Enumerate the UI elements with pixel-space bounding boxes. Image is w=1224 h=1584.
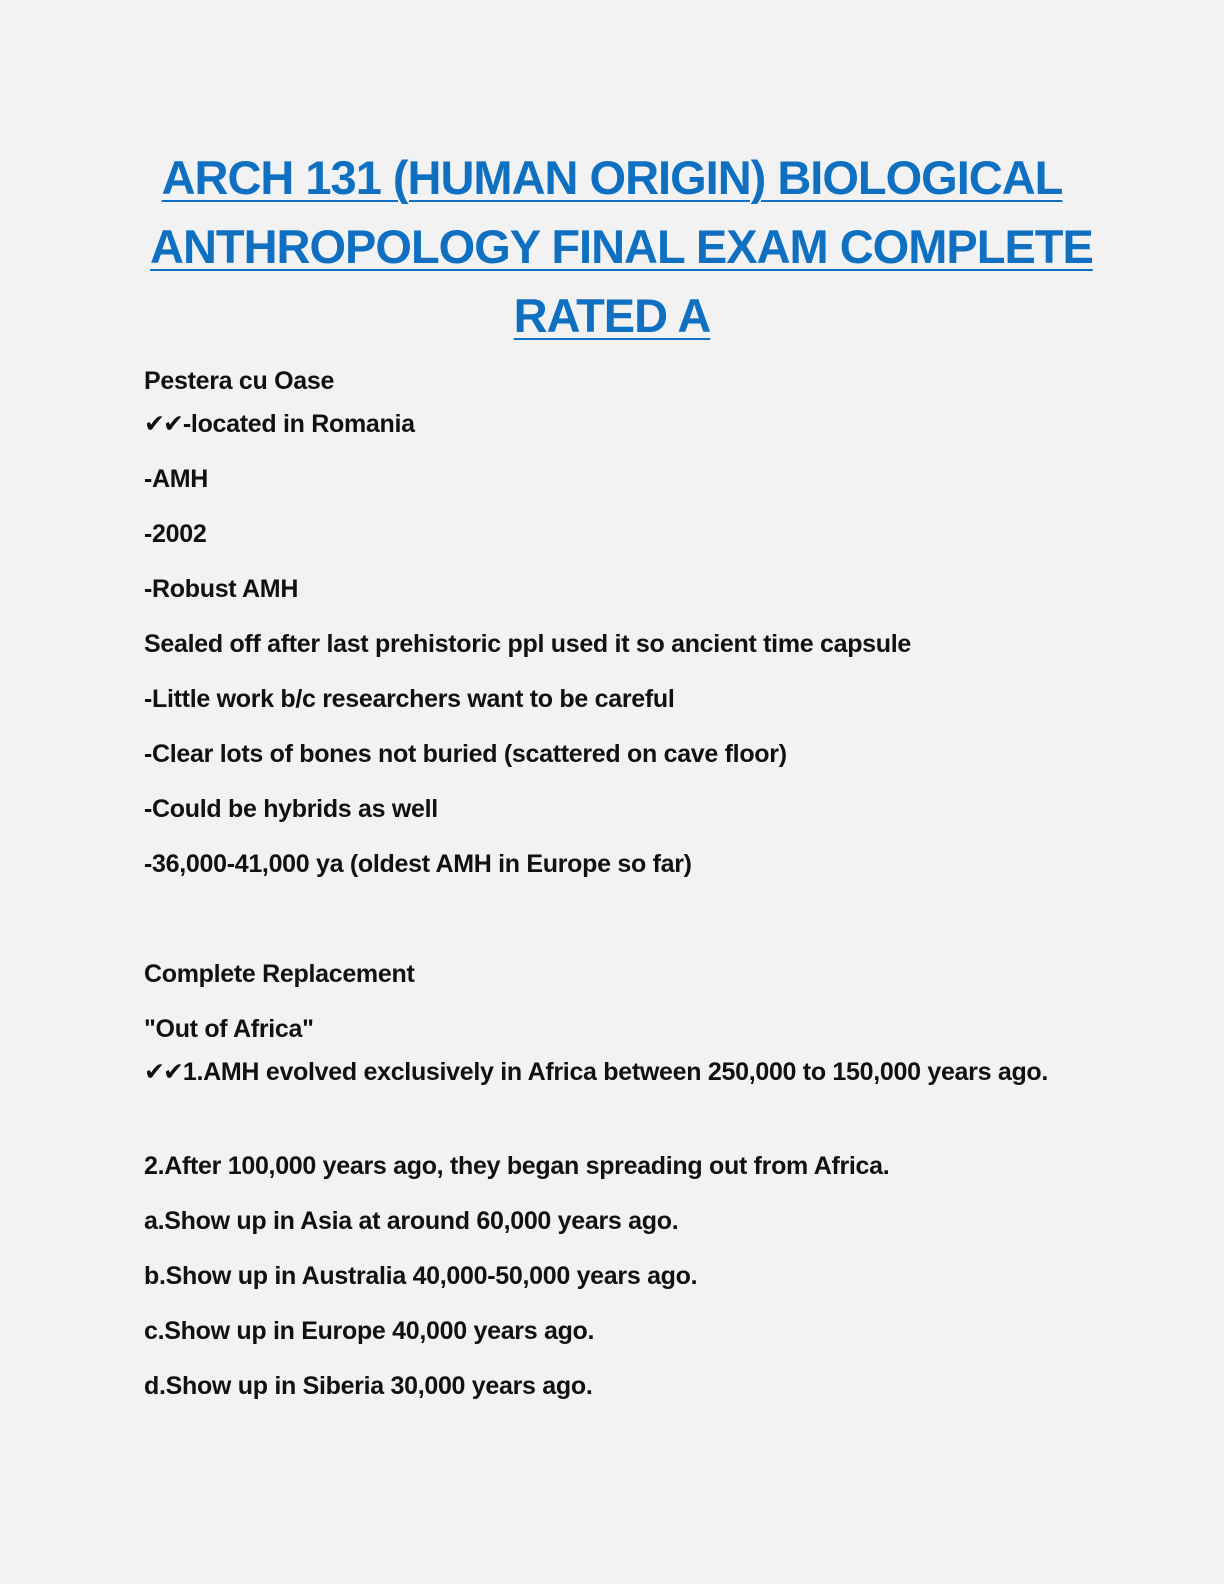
list-item: d.Show up in Siberia 30,000 years ago. [144,1372,593,1400]
list-item: b.Show up in Australia 40,000-50,000 years ago. [144,1262,698,1290]
list-item: -Could be hybrids as well [144,795,438,823]
list-item: -Clear lots of bones not buried (scattered on cave floor) [144,740,787,768]
list-item: Sealed off after last prehistoric ppl used it so ancient time capsule [144,630,912,658]
title-line-3: RATED A [513,289,711,342]
list-item: -2002 [144,520,207,548]
definition-text: 1.AMH evolved exclusively in Africa between 250,000 to 150,000 years ago. [182,1058,1049,1086]
list-item: -Robust AMH [144,575,299,603]
list-item: -Little work b/c researchers want to be careful [144,685,675,713]
definition-first-line [144,405,415,443]
definition-text: -located in Romania [182,410,415,438]
list-item: c.Show up in Europe 40,000 years ago. [144,1317,595,1345]
term-complete-replacement: Complete Replacement [144,960,415,988]
document-title [150,143,1093,350]
double-check-icon: ✔✔ [144,409,182,438]
title-line-1: ARCH 131 (HUMAN ORIGIN) BIOLOGICAL [161,151,1063,204]
double-check-icon: ✔✔ [144,1057,182,1086]
title-line-2: ANTHROPOLOGY FINAL EXAM COMPLETE [150,220,1093,273]
term-pestera-cu-oase: Pestera cu Oase [144,367,335,395]
list-item: 2.After 100,000 years ago, they began spreading out from Africa. [144,1152,890,1180]
term-subtitle: "Out of Africa" [144,1015,314,1043]
definition-first-line [144,1052,1074,1092]
list-item: a.Show up in Asia at around 60,000 years ago. [144,1207,679,1235]
list-item: -36,000-41,000 ya (oldest AMH in Europe so far) [144,850,692,878]
list-item: -AMH [144,465,209,493]
